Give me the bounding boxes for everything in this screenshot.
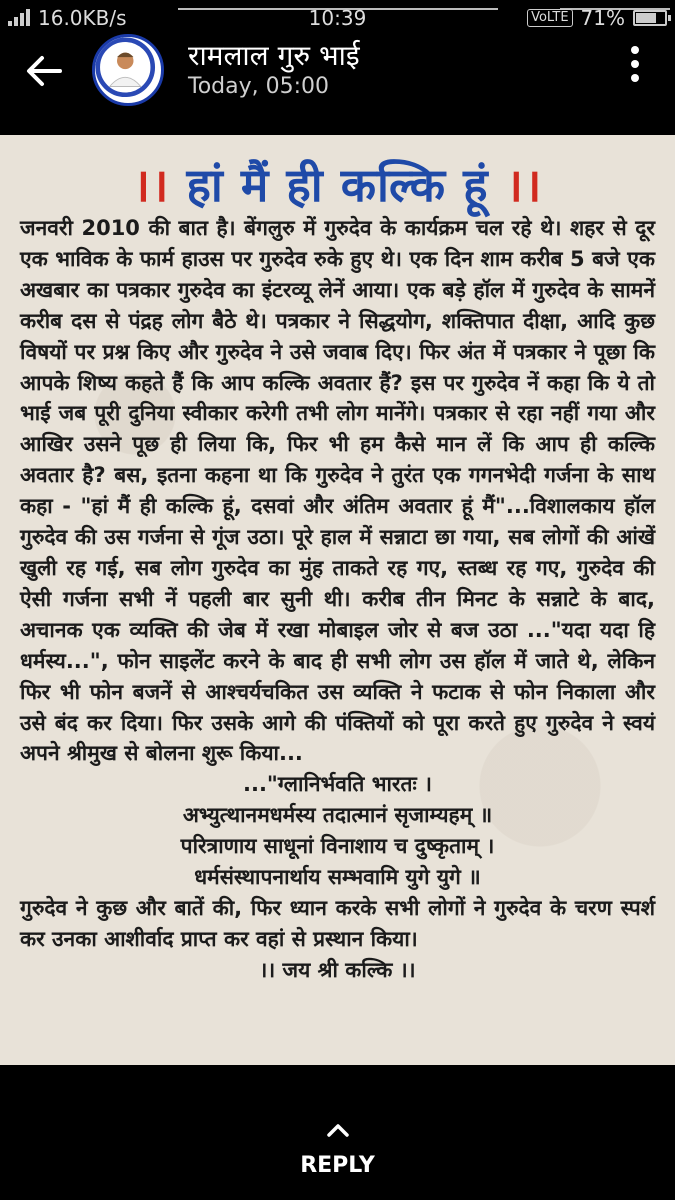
- closing-paragraph: गुरुदेव ने कुछ और बातें की, फिर ध्यान करके सभी लोगों ने गुरुदेव के चरण स्पर्श कर उनका आशीर्वाद प्राप्त कर वहां से प्रस्थान किया।: [20, 895, 655, 951]
- status-time: 10:39: [308, 6, 367, 30]
- title-bars-left: ।।: [132, 158, 170, 212]
- message-timestamp: Today, 05:00: [188, 74, 330, 99]
- reply-button[interactable]: REPLY: [300, 1153, 375, 1178]
- network-speed: 16.0KB/s: [38, 6, 127, 30]
- verse-line: अभ्युत्थानमधर्मस्य तदात्मानं सृजाम्यहम् ॥: [182, 803, 493, 828]
- image-title: [0, 153, 675, 215]
- reply-bar: [0, 1065, 675, 1200]
- avatar-image: [95, 37, 161, 103]
- title-text: हां मैं ही कल्कि हूं: [186, 158, 489, 212]
- battery-percent: 71%: [580, 6, 625, 30]
- status-bar: [0, 0, 675, 34]
- title-bars-right: ।।: [505, 158, 543, 212]
- verse-line: ..."ग्लानिर्भवति भारतः ।: [243, 772, 432, 797]
- verse-line: परित्राणाय साधूनां विनाशाय च दुष्कृताम् ।: [180, 834, 495, 859]
- story-paragraph: जनवरी 2010 की बात है। बेंगलुरु में गुरुदेव के कार्यक्रम चल रहे थे। शहर से दूर एक भाविक के फार्म हाउस पर गुरुदेव रुके हुए थे। एक दिन शाम करीब 5 बजे एक अखबार का पत्रकार गुरुदेव का इंटरव्यू लेनें आया। एक बड़े हॉल में गुरुदेव के सामनें करीब दस से पंद्रह लोग बैठे थे। पत्रकार ने सिद्धयोग, शक्तिपात दीक्षा, आदि कुछ विषयों पर प्रश्न किए और गुरुदेव ने उसे जवाब दिए। फिर अंत में पत्रकार ने पूछा कि आपके शिष्य कहते हैं कि आप कल्कि अवतार हैं? इस पर गुरुदेव नें कहा कि ये तो भाई जब पूरी दुनिया स्वीकार करेगी तभी लोग मानेंगे। पत्रकार से रहा नहीं गया और आखिर उसने पूछ ही लिया कि, फिर भी हम कैसे मान लें कि आप ही कल्कि अवतार है? बस, इतना कहना था कि गुरुदेव ने तुरंत एक गगनभेदी गर्जना के साथ कहा - "हां मैं ही कल्कि हूं, दसवां और अंतिम अवतार हूं मैं"...विशालकाय हॉल गुरुदेव की उस गर्जना से गूंज उठा। पूरे हाल में सन्नाटा छा गया, सब लोगों की आंखें खुली रह गई, सब लोग गुरुदेव का मुंह ताकते रह गए, स्तब्ध रह गए, गुरुदेव की ऐसी गर्जना सभी नें पहली बार सुनी थी। करीब तीन मिनट के सन्नाटे के बाद, अचानक एक व्यक्ति की जेब में रखा मोबाइल जोर से बज उठा ..."यदा यदा हि धर्मस्य...", फोन साइलेंट करने के बाद ही सभी लोग उस हॉल में जाते थे, लेकिन फिर भी फोन बजनें से आश्चर्यचकित उस व्यक्ति ने फटाक से फोन निकाला और उसे बंद कर दिया। फिर उसके आगे की पंक्तियों को पूरा करते हुए गुरुदेव ने स्वयं अपने श्रीमुख से बोलना शुरू किया...: [20, 216, 655, 766]
- shared-image[interactable]: [0, 135, 675, 1065]
- avatar[interactable]: [92, 34, 164, 106]
- chevron-up-icon[interactable]: [326, 1121, 350, 1139]
- battery-fill: [636, 13, 656, 23]
- volte-badge: VoLTE: [527, 9, 572, 27]
- status-right: [527, 6, 667, 30]
- chat-header: [0, 34, 675, 124]
- more-vert-icon[interactable]: [629, 46, 641, 86]
- image-body-text: [20, 213, 655, 986]
- verse-line: धर्मसंस्थापनार्थाय सम्भवामि युगे युगे ॥: [194, 865, 481, 890]
- battery-icon: [633, 10, 667, 26]
- closing-salutation: ।। जय श्री कल्कि ।।: [259, 957, 416, 982]
- contact-name: रामलाल गुरु भाई: [188, 39, 360, 72]
- arrow-left-icon[interactable]: [20, 46, 70, 96]
